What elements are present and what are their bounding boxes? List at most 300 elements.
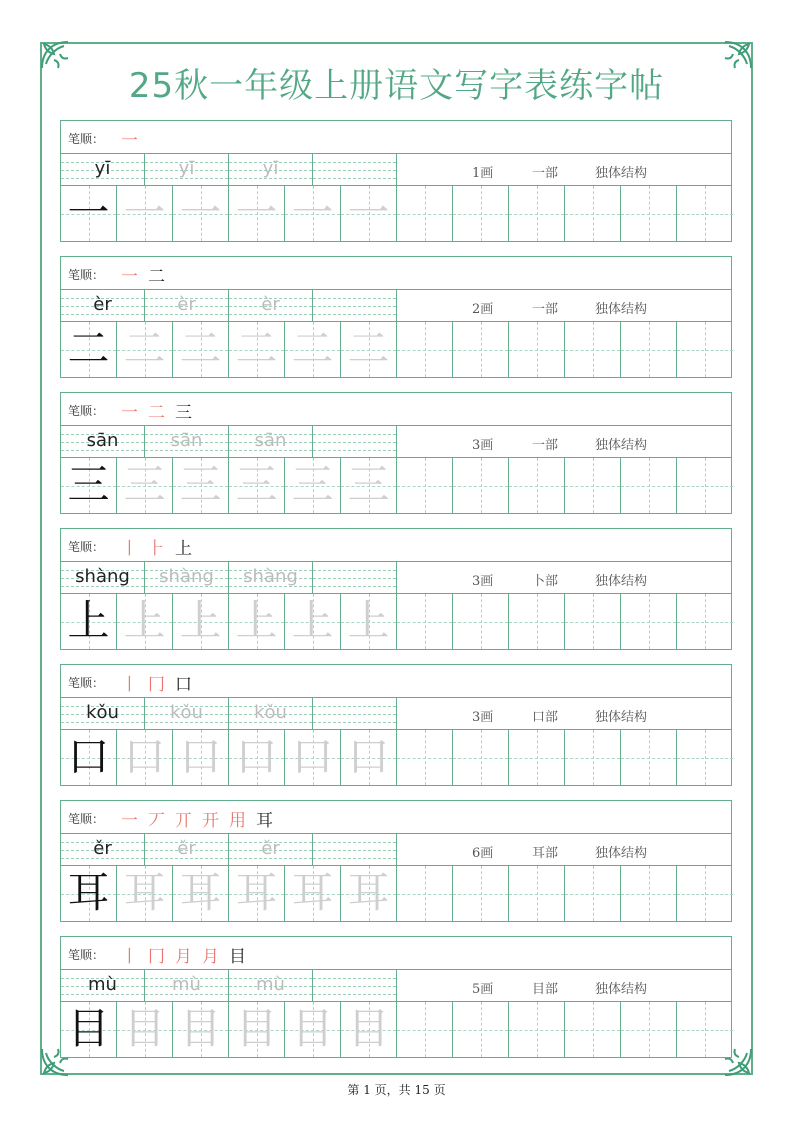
trace-character: 口 <box>291 732 334 781</box>
stroke-step <box>229 942 246 967</box>
trace-character: 目 <box>235 1004 278 1053</box>
stroke-order-row <box>60 936 732 970</box>
writing-cell[interactable] <box>397 186 453 241</box>
trace-character: 上 <box>235 596 278 645</box>
stroke-step <box>148 942 165 967</box>
writing-cell[interactable] <box>341 730 397 785</box>
pinyin-row <box>60 834 396 866</box>
writing-cell[interactable] <box>229 458 285 513</box>
pinyin-guide-lines <box>313 834 396 865</box>
stroke-step <box>121 262 138 287</box>
trace-character: 口 <box>123 732 166 781</box>
stroke-step-glyph: 一 <box>121 266 138 287</box>
writing-cell[interactable] <box>397 594 453 649</box>
stroke-step-glyph: 丨 <box>121 674 138 695</box>
pinyin-text: ěr <box>93 838 112 859</box>
stroke-order-row <box>60 120 732 154</box>
trace-character: 耳 <box>347 868 390 917</box>
stroke-step <box>229 806 246 831</box>
stroke-count: 2画 <box>472 302 494 317</box>
page-footer: 第 1 页，共 15 页 <box>347 1083 446 1097</box>
writing-cell[interactable] <box>229 730 285 785</box>
pinyin-cell <box>229 834 313 866</box>
trace-character: 目 <box>179 1004 222 1053</box>
stroke-step-glyph: 月 <box>175 946 192 967</box>
writing-cell[interactable] <box>61 594 117 649</box>
stroke-count: 1画 <box>472 166 494 181</box>
stroke-step-glyph: 丨 <box>121 946 138 967</box>
stroke-step-glyph: 一 <box>121 130 138 151</box>
writing-cell[interactable] <box>61 458 117 513</box>
pinyin-text: sān <box>86 430 119 451</box>
model-character: 二 <box>67 324 110 373</box>
writing-cell[interactable] <box>61 730 117 785</box>
pinyin-row <box>60 698 396 730</box>
pinyin-trace: kǒu <box>254 702 287 723</box>
stroke-step-glyph: 冂 <box>148 946 165 967</box>
stroke-step <box>175 806 192 831</box>
writing-cell[interactable] <box>341 1002 397 1057</box>
pinyin-cell <box>145 154 229 186</box>
writing-cell[interactable] <box>565 866 621 921</box>
stroke-step-glyph: 二 <box>148 402 165 423</box>
character-info-row <box>396 834 732 866</box>
stroke-sequence <box>121 941 246 967</box>
stroke-step <box>148 262 165 287</box>
stroke-sequence <box>121 125 138 151</box>
writing-grid-row <box>60 730 732 786</box>
writing-cell[interactable] <box>677 594 733 649</box>
writing-grid-row <box>60 1002 732 1058</box>
writing-cell[interactable] <box>61 1002 117 1057</box>
pinyin-text: kǒu <box>86 702 119 723</box>
pinyin-trace: ěr <box>177 838 196 859</box>
stroke-order-label: 笔顺： <box>68 676 105 690</box>
trace-character: 二 <box>235 324 278 373</box>
structure: 独体结构 <box>595 846 648 861</box>
stroke-step-glyph: 用 <box>229 810 246 831</box>
trace-character: 上 <box>123 596 166 645</box>
stroke-order-label: 笔顺： <box>68 268 105 282</box>
writing-cell[interactable] <box>229 594 285 649</box>
writing-cell[interactable] <box>621 322 677 377</box>
stroke-step-glyph: 丌 <box>175 810 192 831</box>
pinyin-cell <box>145 290 229 322</box>
pinyin-text: èr <box>93 294 112 315</box>
page-title: 25秋一年级上册语文写字表练字帖 <box>128 66 665 106</box>
writing-cell[interactable] <box>173 458 229 513</box>
pinyin-cell <box>61 426 145 458</box>
stroke-step <box>148 806 165 831</box>
stroke-sequence <box>121 261 165 287</box>
stroke-step <box>148 398 165 423</box>
trace-character: 一 <box>123 188 166 237</box>
writing-cell[interactable] <box>677 458 733 513</box>
writing-cell[interactable] <box>565 1002 621 1057</box>
structure: 独体结构 <box>595 438 648 453</box>
writing-cell[interactable] <box>173 730 229 785</box>
model-character: 目 <box>67 1004 110 1053</box>
pinyin-trace: mù <box>172 974 201 995</box>
stroke-step-glyph: 上 <box>175 538 192 559</box>
writing-cell[interactable] <box>621 1002 677 1057</box>
stroke-step <box>121 534 138 559</box>
pinyin-cell <box>229 290 313 322</box>
pinyin-cell <box>61 562 145 594</box>
model-character: 耳 <box>67 868 110 917</box>
structure: 独体结构 <box>595 710 648 725</box>
pinyin-cell <box>313 970 397 1002</box>
structure: 独体结构 <box>595 302 648 317</box>
trace-character: 三 <box>291 460 334 509</box>
model-character: 一 <box>67 188 110 237</box>
trace-character: 耳 <box>123 868 166 917</box>
writing-cell[interactable] <box>285 1002 341 1057</box>
stroke-order-row <box>60 392 732 426</box>
stroke-step <box>121 806 138 831</box>
character-block <box>60 392 732 514</box>
pinyin-cell <box>145 562 229 594</box>
trace-character: 一 <box>347 188 390 237</box>
trace-character: 耳 <box>291 868 334 917</box>
stroke-step-glyph: 口 <box>175 674 192 695</box>
writing-cell[interactable] <box>117 1002 173 1057</box>
character-info-row <box>396 290 732 322</box>
stroke-step <box>121 942 138 967</box>
pinyin-row <box>60 970 396 1002</box>
writing-cell[interactable] <box>397 866 453 921</box>
stroke-sequence <box>121 805 273 831</box>
writing-cell[interactable] <box>173 322 229 377</box>
structure: 独体结构 <box>595 982 648 997</box>
stroke-order-row <box>60 256 732 290</box>
stroke-step <box>148 534 165 559</box>
pinyin-cell <box>61 698 145 730</box>
trace-character: 一 <box>179 188 222 237</box>
trace-character: 口 <box>179 732 222 781</box>
writing-cell[interactable] <box>341 322 397 377</box>
writing-cell[interactable] <box>453 322 509 377</box>
stroke-step-glyph: 开 <box>202 810 219 831</box>
stroke-step-glyph: 一 <box>121 810 138 831</box>
pinyin-cell <box>145 834 229 866</box>
writing-cell[interactable] <box>117 594 173 649</box>
writing-cell[interactable] <box>397 458 453 513</box>
writing-cell[interactable] <box>117 186 173 241</box>
writing-cell[interactable] <box>117 322 173 377</box>
stroke-order-label: 笔顺： <box>68 948 105 962</box>
writing-cell[interactable] <box>229 866 285 921</box>
stroke-order-label: 笔顺： <box>68 812 105 826</box>
writing-grid-row <box>60 866 732 922</box>
trace-character: 目 <box>291 1004 334 1053</box>
writing-cell[interactable] <box>621 594 677 649</box>
trace-character: 三 <box>347 460 390 509</box>
character-info-row <box>396 562 732 594</box>
stroke-order-row <box>60 664 732 698</box>
pinyin-row <box>60 154 396 186</box>
pinyin-guide-lines <box>313 426 396 457</box>
writing-cell[interactable] <box>453 458 509 513</box>
pinyin-text: shàng <box>75 566 130 587</box>
writing-cell[interactable] <box>509 186 565 241</box>
writing-cell[interactable] <box>285 594 341 649</box>
pinyin-text: yī <box>94 158 111 179</box>
model-character: 三 <box>67 460 110 509</box>
writing-cell[interactable] <box>285 458 341 513</box>
trace-character: 口 <box>235 732 278 781</box>
writing-cell[interactable] <box>565 594 621 649</box>
pinyin-trace: yī <box>178 158 195 179</box>
writing-cell[interactable] <box>285 730 341 785</box>
pinyin-guide-lines <box>313 562 396 593</box>
stroke-order-label: 笔顺： <box>68 404 105 418</box>
character-info-row <box>396 154 732 186</box>
pinyin-guide-lines <box>313 698 396 729</box>
stroke-sequence <box>121 533 192 559</box>
character-block <box>60 528 732 650</box>
character-block <box>60 120 732 242</box>
trace-character: 口 <box>347 732 390 781</box>
writing-cell[interactable] <box>565 458 621 513</box>
writing-cell[interactable] <box>173 866 229 921</box>
writing-cell[interactable] <box>117 730 173 785</box>
trace-character: 二 <box>291 324 334 373</box>
pinyin-row <box>60 290 396 322</box>
writing-cell[interactable] <box>509 1002 565 1057</box>
writing-cell[interactable] <box>509 730 565 785</box>
writing-grid-row <box>60 458 732 514</box>
pinyin-trace: èr <box>261 294 280 315</box>
stroke-count: 3画 <box>472 574 494 589</box>
pinyin-trace: èr <box>177 294 196 315</box>
trace-character: 上 <box>179 596 222 645</box>
radical: 一部 <box>532 302 559 317</box>
pinyin-cell <box>229 562 313 594</box>
stroke-order-row <box>60 800 732 834</box>
pinyin-cell <box>229 970 313 1002</box>
writing-cell[interactable] <box>677 1002 733 1057</box>
writing-cell[interactable] <box>173 186 229 241</box>
pinyin-cell <box>313 426 397 458</box>
trace-character: 三 <box>179 460 222 509</box>
stroke-order-label: 笔顺： <box>68 132 105 146</box>
pinyin-guide-lines <box>313 290 396 321</box>
writing-cell[interactable] <box>397 322 453 377</box>
character-info-row <box>396 970 732 1002</box>
pinyin-trace: ěr <box>261 838 280 859</box>
stroke-step <box>175 398 192 423</box>
pinyin-cell <box>229 154 313 186</box>
writing-cell[interactable] <box>61 322 117 377</box>
writing-grid-row <box>60 186 732 242</box>
trace-character: 耳 <box>235 868 278 917</box>
stroke-step <box>175 942 192 967</box>
writing-cell[interactable] <box>509 866 565 921</box>
pinyin-row <box>60 562 396 594</box>
trace-character: 上 <box>291 596 334 645</box>
stroke-step-glyph: 三 <box>175 402 192 423</box>
pinyin-cell <box>229 426 313 458</box>
stroke-step-glyph: 月 <box>202 946 219 967</box>
pinyin-cell <box>313 562 397 594</box>
stroke-step <box>121 398 138 423</box>
pinyin-guide-lines <box>313 970 396 1001</box>
writing-cell[interactable] <box>509 594 565 649</box>
writing-cell[interactable] <box>229 186 285 241</box>
stroke-step <box>175 670 192 695</box>
writing-cell[interactable] <box>453 186 509 241</box>
structure: 独体结构 <box>595 166 648 181</box>
stroke-order-label: 笔顺： <box>68 540 105 554</box>
writing-cell[interactable] <box>117 866 173 921</box>
writing-cell[interactable] <box>173 594 229 649</box>
stroke-count: 5画 <box>472 982 494 997</box>
stroke-sequence <box>121 397 192 423</box>
pinyin-trace: mù <box>256 974 285 995</box>
pinyin-trace: sān <box>170 430 203 451</box>
trace-character: 二 <box>123 324 166 373</box>
pinyin-trace: kǒu <box>170 702 203 723</box>
writing-cell[interactable] <box>565 730 621 785</box>
structure: 独体结构 <box>595 574 648 589</box>
writing-cell[interactable] <box>61 866 117 921</box>
radical: 一部 <box>532 166 559 181</box>
stroke-step-glyph: ⺊ <box>148 538 165 559</box>
stroke-step <box>202 942 219 967</box>
writing-cell[interactable] <box>341 458 397 513</box>
stroke-step <box>256 806 273 831</box>
trace-character: 耳 <box>179 868 222 917</box>
pinyin-cell <box>145 970 229 1002</box>
writing-cell[interactable] <box>677 322 733 377</box>
character-block <box>60 800 732 922</box>
trace-character: 三 <box>235 460 278 509</box>
character-info-row <box>396 426 732 458</box>
trace-character: 上 <box>347 596 390 645</box>
model-character: 口 <box>67 732 110 781</box>
trace-character: 三 <box>123 460 166 509</box>
stroke-step-glyph: 丆 <box>148 810 165 831</box>
writing-cell[interactable] <box>229 1002 285 1057</box>
stroke-count: 3画 <box>472 710 494 725</box>
character-block <box>60 936 732 1058</box>
writing-cell[interactable] <box>453 1002 509 1057</box>
writing-cell[interactable] <box>677 730 733 785</box>
writing-cell[interactable] <box>509 322 565 377</box>
writing-cell[interactable] <box>621 866 677 921</box>
writing-cell[interactable] <box>229 322 285 377</box>
writing-cell[interactable] <box>341 186 397 241</box>
radical: 目部 <box>532 982 559 997</box>
stroke-step-glyph: 一 <box>121 402 138 423</box>
writing-cell[interactable] <box>565 322 621 377</box>
character-block <box>60 664 732 786</box>
writing-cell[interactable] <box>173 1002 229 1057</box>
pinyin-cell <box>61 970 145 1002</box>
pinyin-cell <box>145 426 229 458</box>
stroke-count: 3画 <box>472 438 494 453</box>
writing-grid-row <box>60 322 732 378</box>
writing-cell[interactable] <box>453 594 509 649</box>
stroke-step-glyph: 目 <box>229 946 246 967</box>
trace-character: 一 <box>235 188 278 237</box>
writing-cell[interactable] <box>341 594 397 649</box>
pinyin-cell <box>313 698 397 730</box>
writing-cell[interactable] <box>453 730 509 785</box>
writing-cell[interactable] <box>453 866 509 921</box>
stroke-step-glyph: 耳 <box>256 810 273 831</box>
stroke-sequence <box>121 669 192 695</box>
radical: 口部 <box>532 710 559 725</box>
writing-cell[interactable] <box>285 866 341 921</box>
writing-cell[interactable] <box>285 186 341 241</box>
pinyin-text: mù <box>88 974 117 995</box>
writing-cell[interactable] <box>621 458 677 513</box>
pinyin-cell <box>313 834 397 866</box>
trace-character: 二 <box>179 324 222 373</box>
stroke-step <box>202 806 219 831</box>
stroke-step <box>121 126 138 151</box>
pinyin-trace: shàng <box>243 566 298 587</box>
writing-cell[interactable] <box>677 866 733 921</box>
stroke-order-row <box>60 528 732 562</box>
radical: 耳部 <box>532 846 559 861</box>
stroke-step <box>121 670 138 695</box>
stroke-step-glyph: 丨 <box>121 538 138 559</box>
trace-character: 二 <box>347 324 390 373</box>
stroke-step <box>148 670 165 695</box>
writing-cell[interactable] <box>677 186 733 241</box>
pinyin-cell <box>61 834 145 866</box>
stroke-step-glyph: 二 <box>148 266 165 287</box>
writing-cell[interactable] <box>397 730 453 785</box>
pinyin-trace: yī <box>262 158 279 179</box>
radical: 一部 <box>532 438 559 453</box>
pinyin-trace: shàng <box>159 566 214 587</box>
stroke-step <box>175 534 192 559</box>
writing-cell[interactable] <box>285 322 341 377</box>
pinyin-cell <box>61 154 145 186</box>
writing-cell[interactable] <box>61 186 117 241</box>
pinyin-cell <box>313 154 397 186</box>
radical: 卜部 <box>532 574 559 589</box>
writing-cell[interactable] <box>621 730 677 785</box>
pinyin-guide-lines <box>313 154 396 185</box>
writing-grid-row <box>60 594 732 650</box>
writing-cell[interactable] <box>621 186 677 241</box>
model-character: 上 <box>67 596 110 645</box>
pinyin-cell <box>313 290 397 322</box>
writing-cell[interactable] <box>117 458 173 513</box>
trace-character: 目 <box>347 1004 390 1053</box>
character-info-row <box>396 698 732 730</box>
trace-character: 一 <box>291 188 334 237</box>
pinyin-cell <box>229 698 313 730</box>
pinyin-row <box>60 426 396 458</box>
character-block <box>60 256 732 378</box>
writing-cell[interactable] <box>509 458 565 513</box>
pinyin-cell <box>61 290 145 322</box>
stroke-step-glyph: 冂 <box>148 674 165 695</box>
trace-character: 目 <box>123 1004 166 1053</box>
writing-cell[interactable] <box>341 866 397 921</box>
writing-cell[interactable] <box>397 1002 453 1057</box>
pinyin-trace: sān <box>254 430 287 451</box>
stroke-count: 6画 <box>472 846 494 861</box>
writing-cell[interactable] <box>565 186 621 241</box>
pinyin-cell <box>145 698 229 730</box>
